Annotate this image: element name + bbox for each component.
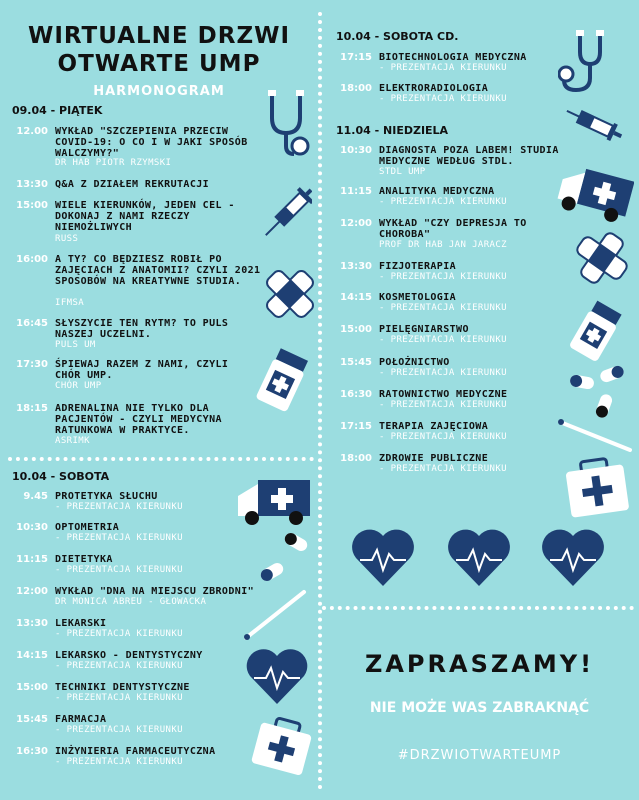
event-title: ADRENALINA NIE TYLKO DLA PACJENTÓW - CZYLI MEDYCYNA RATUNKOWA W PRAKTYCE.	[55, 403, 222, 436]
event-time: 10:30	[16, 522, 48, 533]
event-time: 13:30	[16, 618, 48, 629]
day-heading-saturday-cont: 10.04 - SOBOTA CD.	[336, 30, 459, 43]
event-subtitle: - PREZENTACJA KIERUNKU	[55, 725, 184, 735]
event-title: SŁYSZYCIE TEN RYTM? TO PULS NASZEJ UCZELNI.	[55, 318, 229, 340]
event-time: 14:15	[16, 650, 48, 661]
event-time: 12:00	[16, 586, 48, 597]
event-subtitle: - PREZENTACJA KIERUNKU	[55, 661, 184, 671]
event-subtitle: PULS UM	[55, 340, 96, 350]
event-subtitle: - PREZENTACJA KIERUNKU	[55, 502, 184, 512]
thermometer-icon	[556, 416, 634, 456]
event-time: 15:00	[16, 682, 48, 693]
event-time: 16:30	[340, 389, 372, 400]
event-subtitle: DR HAB PIOTR RZYMSKI	[55, 158, 172, 168]
event-subtitle: ASRIMK	[55, 436, 90, 446]
bandage-icon	[262, 266, 318, 322]
event-title: Q&A Z DZIAŁEM REKRUTACJI	[55, 179, 210, 190]
syringe-icon	[262, 180, 312, 248]
event-title: ANALITYKA MEDYCZNA	[379, 186, 495, 197]
event-subtitle: - PREZENTACJA KIERUNKU	[55, 757, 184, 767]
event-subtitle: - PREZENTACJA KIERUNKU	[379, 303, 508, 313]
event-subtitle: STDL UMP	[379, 167, 426, 177]
event-time: 15:00	[340, 324, 372, 335]
event-time: 14:15	[340, 292, 372, 303]
heart-pulse-icon	[540, 526, 606, 588]
event-time: 18:00	[340, 453, 372, 464]
event-title: KOSMETOLOGIA	[379, 292, 457, 303]
event-time: 15:45	[340, 357, 372, 368]
thermometer-icon	[240, 586, 310, 642]
event-time: 17:15	[340, 421, 372, 432]
event-subtitle: RUSS	[55, 234, 79, 244]
page-subtitle: HARMONOGRAM	[93, 84, 225, 99]
event-time: 13:30	[16, 179, 48, 190]
event-title: ZDROWIE PUBLICZNE	[379, 453, 489, 464]
ambulance-icon	[236, 474, 314, 530]
pill-bottle-icon	[566, 300, 626, 362]
event-title: LEKARSKI	[55, 618, 107, 629]
event-title: ŚPIEWAJ RAZEM Z NAMI, CZYLI CHÓR UMP.	[55, 359, 229, 381]
page-title-line2: OTWARTE UMP	[57, 51, 261, 77]
event-subtitle: - PREZENTACJA KIERUNKU	[55, 629, 184, 639]
heart-pulse-icon	[244, 646, 310, 706]
event-subtitle: - PREZENTACJA KIERUNKU	[379, 63, 508, 73]
event-time: 13:30	[340, 261, 372, 272]
capsule-icon	[256, 528, 312, 588]
event-time: 15:00	[16, 200, 48, 211]
event-title: INŻYNIERIA FARMACEUTYCZNA	[55, 746, 216, 757]
bandage-icon	[574, 230, 630, 286]
event-time: 11:15	[340, 186, 372, 197]
event-subtitle: - PREZENTACJA KIERUNKU	[55, 693, 184, 703]
event-title: FARMACJA	[55, 714, 107, 725]
ambulance-icon	[556, 166, 634, 222]
heart-pulse-icon	[350, 526, 416, 588]
event-time: 18:00	[340, 83, 372, 94]
event-time: 16:30	[16, 746, 48, 757]
event-title: WIELE KIERUNKÓW, JEDEN CEL - DOKONAJ Z NAMI RZECZY NIEMOŻLIWYCH	[55, 200, 235, 233]
event-subtitle: - PREZENTACJA KIERUNKU	[379, 368, 508, 378]
event-title: WYKŁAD "CZY DEPRESJA TO CHOROBA"	[379, 218, 527, 240]
day-heading-friday: 09.04 - PIĄTEK	[12, 104, 103, 117]
capsule-icon	[566, 362, 626, 422]
event-title: DIAGNOSTA POZA LABEM! STUDIA MEDYCZNE WEDŁUG STDL.	[379, 145, 559, 167]
day-heading-saturday: 10.04 - SOBOTA	[12, 470, 110, 483]
page-title-line1: WIRTUALNE DRZWI	[27, 23, 291, 49]
event-time: 17:15	[340, 52, 372, 63]
stethoscope-icon	[262, 88, 312, 158]
event-subtitle: - PREZENTACJA KIERUNKU	[379, 400, 508, 410]
event-title: RATOWNICTWO MEDYCZNE	[379, 389, 508, 400]
event-title: WYKŁAD "SZCZEPIENIA PRZECIW COVID-19: O CO I W JAKI SPOSÓB WALCZYMY?"	[55, 126, 248, 159]
event-subtitle: DR MONICA ABREU - GŁOWACKA	[55, 597, 207, 607]
event-subtitle: - PREZENTACJA KIERUNKU	[55, 565, 184, 575]
event-subtitle: - PREZENTACJA KIERUNKU	[55, 533, 184, 543]
stethoscope-icon	[558, 30, 614, 96]
event-title: PIELĘGNIARSTWO	[379, 324, 469, 335]
event-title: A TY? CO BĘDZIESZ ROBIŁ PO ZAJĘCIACH Z ANATOMII? CZYLI 2021 SPOSOBÓW NA KREATYWNE STUDIA.	[55, 254, 261, 287]
event-subtitle: - PREZENTACJA KIERUNKU	[379, 94, 508, 104]
pill-bottle-icon	[254, 346, 312, 412]
event-time: 11:15	[16, 554, 48, 565]
event-subtitle: - PREZENTACJA KIERUNKU	[379, 432, 508, 442]
invite-subheading: NIE MOŻE WAS ZABRAKNĄĆ	[369, 700, 590, 716]
event-time: 9.45	[23, 491, 48, 502]
event-title: OPTOMETRIA	[55, 522, 120, 533]
event-subtitle: IFMSA	[55, 298, 85, 308]
event-subtitle: - PREZENTACJA KIERUNKU	[379, 197, 508, 207]
event-time: 16:45	[16, 318, 48, 329]
event-subtitle: CHÓR UMP	[55, 381, 102, 391]
event-time: 12.00	[16, 126, 48, 137]
event-subtitle: - PREZENTACJA KIERUNKU	[379, 464, 508, 474]
event-title: TECHNIKI DENTYSTYCZNE	[55, 682, 190, 693]
event-time: 12:00	[340, 218, 372, 229]
invite-heading: ZAPRASZAMY!	[364, 650, 595, 678]
event-title: WYKŁAD "DNA NA MIEJSCU ZBRODNI"	[55, 586, 255, 597]
first-aid-kit-icon	[250, 716, 314, 778]
event-subtitle: PROF DR HAB JAN JARACZ	[379, 240, 508, 250]
heart-pulse-icon	[446, 526, 512, 588]
event-title: FIZJOTERAPIA	[379, 261, 457, 272]
divider	[8, 457, 314, 461]
syringe-icon	[562, 104, 628, 144]
event-title: POŁOŻNICTWO	[379, 357, 450, 368]
event-subtitle: - PREZENTACJA KIERUNKU	[379, 272, 508, 282]
day-heading-sunday: 11.04 - NIEDZIELA	[336, 124, 449, 137]
event-title: TERAPIA ZAJĘCIOWA	[379, 421, 489, 432]
event-title: LEKARSKO - DENTYSTYCZNY	[55, 650, 203, 661]
event-title: ELEKTRORADIOLOGIA	[379, 83, 489, 94]
event-time: 10:30	[340, 145, 372, 156]
event-time: 16:00	[16, 254, 48, 265]
first-aid-kit-icon	[562, 456, 632, 520]
event-title: BIOTECHNOLOGIA MEDYCZNA	[379, 52, 527, 63]
event-title: DIETETYKA	[55, 554, 113, 565]
event-time: 17:30	[16, 359, 48, 370]
event-subtitle: - PREZENTACJA KIERUNKU	[379, 335, 508, 345]
event-time: 15:45	[16, 714, 48, 725]
divider	[322, 606, 634, 610]
hashtag: #DRZWIOTWARTEUMP	[397, 748, 562, 763]
event-time: 18:15	[16, 403, 48, 414]
event-title: PROTETYKA SŁUCHU	[55, 491, 158, 502]
